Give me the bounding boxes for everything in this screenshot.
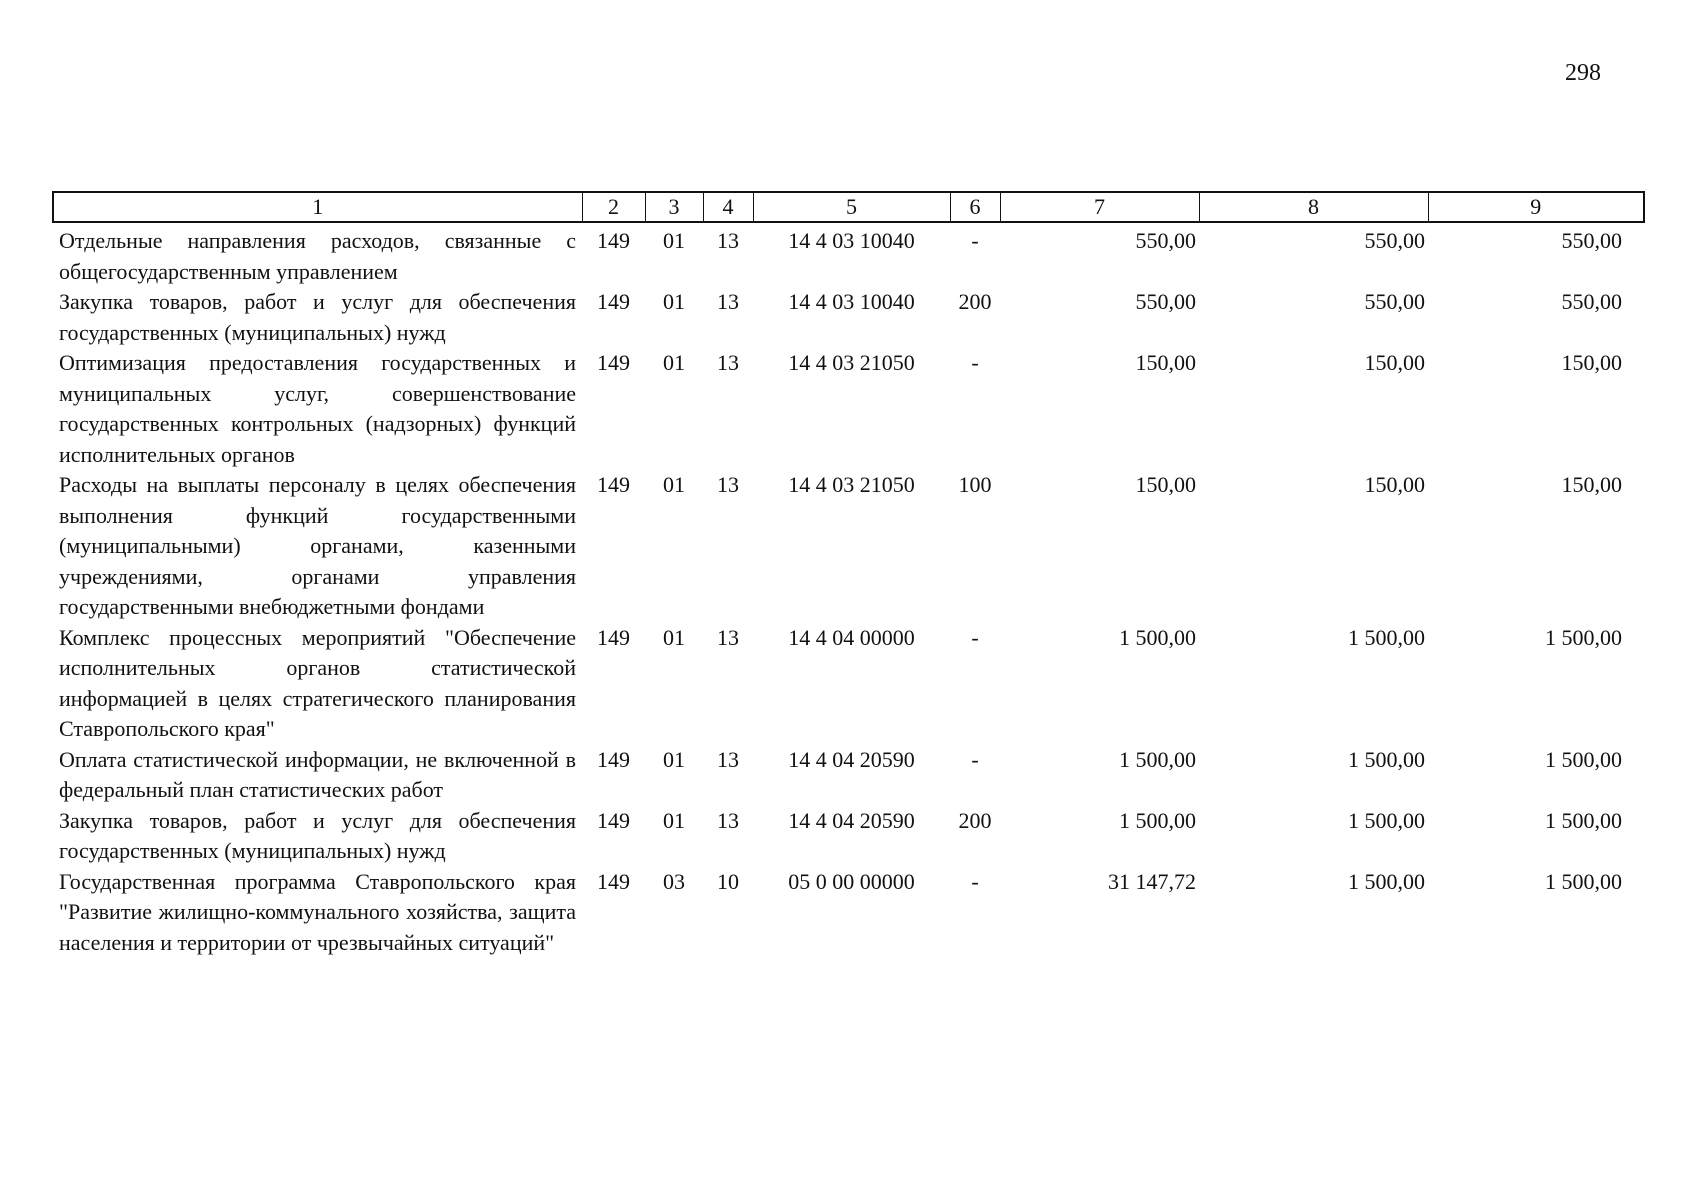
row-ministry-code: 149 [597,807,630,833]
row-section-code: 03 [663,868,685,894]
row-ministry-code: 149 [597,228,630,253]
row-target-code: 14 4 03 21050 [788,472,915,497]
row-subsection-code: 13 [717,624,739,650]
row-expense-type: - [971,746,979,772]
row-expense-type: - [971,624,979,650]
table-row [53,745,1644,806]
row-name: Закупка товаров, работ и услуг для обеспечения государственных (муниципальных) нужд [59,289,576,345]
row-target-code: 14 4 03 10040 [788,228,915,253]
header-col-7: 7 [1000,192,1199,222]
row-amount-col8: 150,00 [1364,472,1425,497]
row-ministry-code: 149 [597,472,630,497]
row-name: Оплата статистической информации, не включенной в федеральный план статистических работ [59,746,576,802]
row-amount-col8: 550,00 [1364,228,1425,253]
row-amount-col7: 1 500,00 [1119,807,1196,833]
row-amount-col7: 31 147,72 [1108,868,1196,894]
row-section-code: 01 [663,807,685,833]
table-row [53,867,1644,959]
row-expense-type: - [971,350,979,375]
row-amount-col8: 1 500,00 [1348,746,1425,772]
header-col-6: 6 [950,192,1000,222]
row-section-code: 01 [663,289,685,314]
row-section-code: 01 [663,624,685,650]
row-subsection-code: 13 [717,472,739,497]
row-name: Комплекс процессных мероприятий "Обеспечение исполнительных органов статистической информацией в целях стратегического планирования Ставропольского края" [59,624,576,741]
budget-table [52,191,1645,958]
row-amount-col7: 550,00 [1135,289,1196,314]
row-target-code: 05 0 00 00000 [788,868,915,894]
row-subsection-code: 13 [717,228,739,253]
table-body [53,222,1644,958]
row-expense-type: 200 [958,289,992,314]
table-row [53,470,1644,623]
page-number: 298 [1565,60,1601,86]
row-target-code: 14 4 03 21050 [788,350,915,375]
table-row [53,806,1644,867]
row-expense-type: - [971,228,979,253]
row-section-code: 01 [663,746,685,772]
row-target-code: 14 4 04 20590 [788,746,915,772]
header-col-5: 5 [753,192,950,222]
row-subsection-code: 13 [717,807,739,833]
row-amount-col7: 550,00 [1135,228,1196,253]
row-amount-col7: 1 500,00 [1119,624,1196,650]
row-expense-type: - [971,868,979,894]
row-ministry-code: 149 [597,868,630,894]
table-row [53,287,1644,348]
row-name: Государственная программа Ставропольского края "Развитие жилищно-коммунального хозяйства, защита населения и территории от чрезвычайных ситуаций" [59,868,576,955]
row-name: Закупка товаров, работ и услуг для обеспечения государственных (муниципальных) нужд [59,807,576,863]
header-col-2: 2 [582,192,645,222]
row-amount-col9: 550,00 [1561,228,1622,253]
row-expense-type: 200 [958,807,992,833]
row-target-code: 14 4 04 00000 [788,624,915,650]
row-subsection-code: 13 [717,350,739,375]
row-ministry-code: 149 [597,746,630,772]
row-name: Оптимизация предоставления государственных и муниципальных услуг, совершенствование государственных контрольных (надзорных) функций исполнительных органов [59,350,576,467]
header-col-1: 1 [53,192,582,222]
row-target-code: 14 4 04 20590 [788,807,915,833]
row-subsection-code: 13 [717,289,739,314]
row-amount-col7: 150,00 [1135,350,1196,375]
table-row [53,623,1644,745]
row-amount-col9: 1 500,00 [1545,624,1622,650]
row-ministry-code: 149 [597,624,630,650]
row-amount-col8: 150,00 [1364,350,1425,375]
table-row [53,348,1644,470]
row-amount-col7: 150,00 [1135,472,1196,497]
row-amount-col7: 1 500,00 [1119,746,1196,772]
header-col-4: 4 [703,192,753,222]
row-amount-col9: 1 500,00 [1545,868,1622,894]
row-amount-col9: 150,00 [1561,472,1622,497]
row-amount-col9: 1 500,00 [1545,746,1622,772]
row-amount-col8: 1 500,00 [1348,807,1425,833]
row-section-code: 01 [663,472,685,497]
row-amount-col9: 150,00 [1561,350,1622,375]
row-section-code: 01 [663,350,685,375]
header-col-3: 3 [645,192,703,222]
row-ministry-code: 149 [597,289,630,314]
table-header [53,192,1644,222]
header-col-8: 8 [1199,192,1428,222]
header-row [53,192,1644,222]
row-amount-col8: 1 500,00 [1348,868,1425,894]
row-expense-type: 100 [958,472,992,497]
row-amount-col9: 550,00 [1561,289,1622,314]
row-amount-col8: 1 500,00 [1348,624,1425,650]
row-subsection-code: 10 [717,868,739,894]
table-row [53,222,1644,287]
row-name: Расходы на выплаты персоналу в целях обеспечения выполнения функций государственными (муниципальными) органами, казенными учреждениями, органами управления государственными внебюджетными фондами [59,472,576,619]
row-section-code: 01 [663,228,685,253]
row-subsection-code: 13 [717,746,739,772]
row-amount-col9: 1 500,00 [1545,807,1622,833]
row-ministry-code: 149 [597,350,630,375]
header-col-9: 9 [1428,192,1644,222]
row-target-code: 14 4 03 10040 [788,289,915,314]
row-amount-col8: 550,00 [1364,289,1425,314]
row-name: Отдельные направления расходов, связанные с общегосударственным управлением [59,228,576,284]
